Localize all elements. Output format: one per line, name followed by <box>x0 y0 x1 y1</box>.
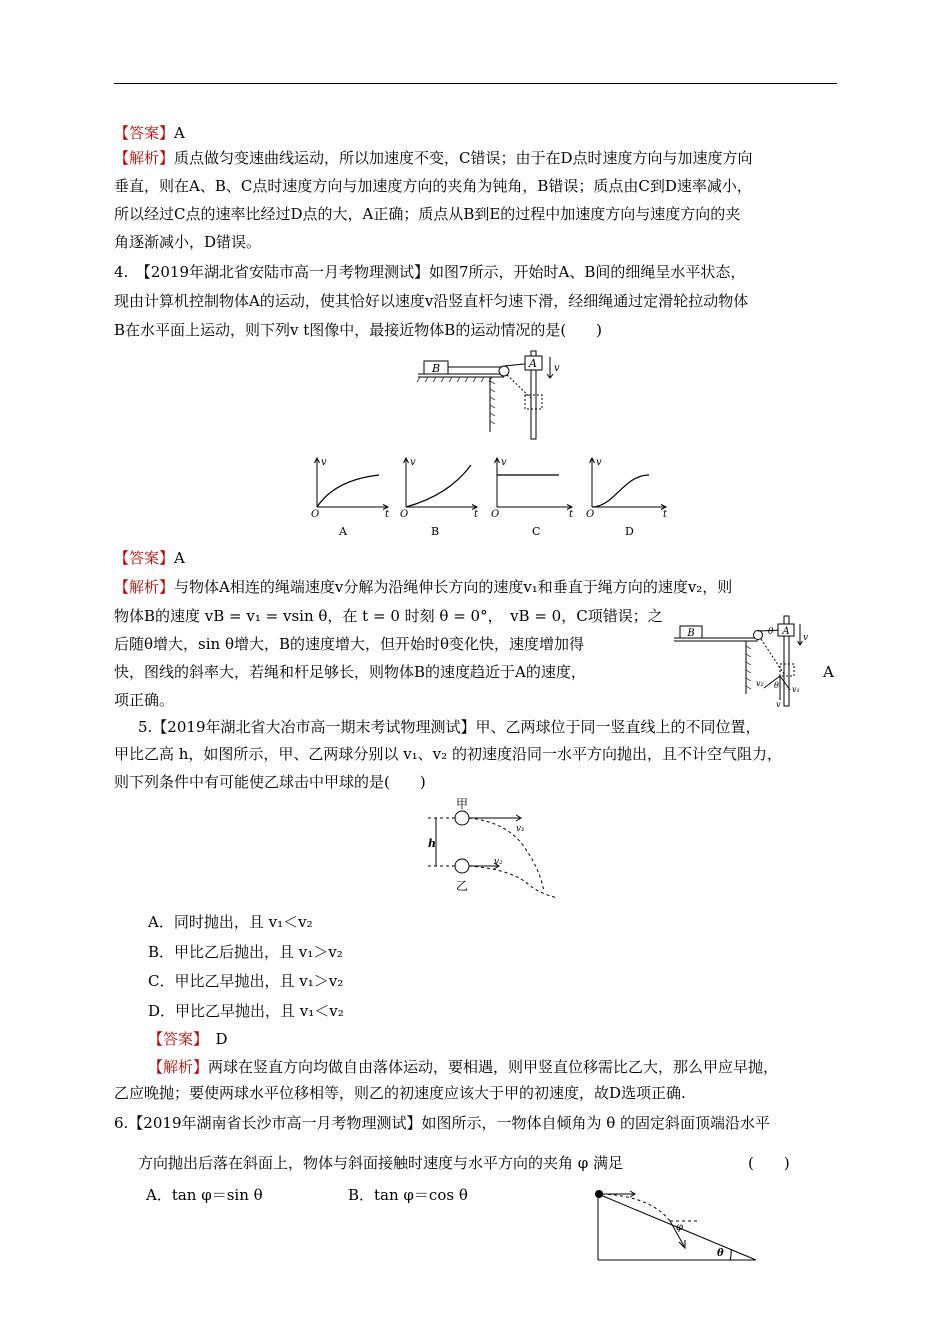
q4-analysis-line: 物体B的速度 vB = v₁ = vsin θ，在 t = 0 时刻 θ = 0°， vB = 0，C项错误；之 <box>114 607 663 625</box>
svg-text:O: O <box>586 509 595 520</box>
svg-text:v₁: v₁ <box>792 685 800 694</box>
svg-text:θ: θ <box>717 1248 724 1259</box>
graph-option-d <box>586 457 668 538</box>
svg-text:v: v <box>803 633 809 643</box>
q6-incline-figure <box>590 1186 760 1264</box>
block-b-label: B <box>431 362 441 375</box>
q3-analysis-line: 垂直，则在A、B、C点时速度方向与加速度方向的夹角为钝角，B错误；质点由C到D速率减小， <box>114 177 752 195</box>
svg-text:t: t <box>385 509 390 520</box>
svg-text:A: A <box>339 525 347 538</box>
svg-text:θ: θ <box>768 627 774 637</box>
svg-text:甲: 甲 <box>456 797 469 811</box>
svg-text:O: O <box>491 509 500 520</box>
svg-text:v: v <box>321 457 327 468</box>
q4-stem: B在水平面上运动，则下列v t图像中，最接近物体B的运动情况的是( ) <box>114 321 603 339</box>
q5-answer: 【答案】 D <box>148 1030 228 1048</box>
q5-analysis-line: 【解析】两球在竖直方向均做自由落体运动，要相遇，则甲竖直位移需比乙大，那么甲应早抛， <box>148 1058 779 1076</box>
svg-text:A: A <box>782 626 790 637</box>
q4-analysis-tail: A <box>823 663 834 681</box>
svg-text:t: t <box>474 509 479 520</box>
q6-stem: 方向抛出后落在斜面上，物体与斜面接触时速度与水平方向的夹角 φ 满足 <box>138 1154 624 1172</box>
svg-text:v: v <box>501 457 507 468</box>
svg-text:v₂: v₂ <box>756 679 764 688</box>
q5-analysis-line: 乙应晚抛；要使两球水平位移相等，则乙的初速度应该大于甲的初速度，故D选项正确. <box>114 1084 686 1102</box>
svg-text:t: t <box>663 509 668 520</box>
svg-text:B: B <box>431 525 440 538</box>
svg-text:D: D <box>625 525 634 538</box>
svg-text:v: v <box>596 457 602 468</box>
q4-analysis-line: 【解析】与物体A相连的绳端速度v分解为沿绳伸长方向的速度v₁和垂直于绳方向的速度v₂，则 <box>114 578 733 596</box>
q6-bracket: ( ) <box>748 1154 790 1172</box>
graph-option-b <box>400 457 479 538</box>
svg-text:乙: 乙 <box>456 879 469 893</box>
q6-stem: 6.【2019年湖南省长沙市高一月考物理测试】如图所示，一物体自倾角为 θ 的固定斜面顶端沿水平 <box>114 1114 771 1132</box>
q6-option-a: A．tan φ＝sin θ <box>146 1186 263 1204</box>
svg-text:O: O <box>311 509 320 520</box>
q5-option-c: C．甲比乙早抛出，且 v₁＞v₂ <box>148 972 344 990</box>
q3-analysis-line: 角逐渐减小，D错误。 <box>114 233 262 251</box>
svg-text:h: h <box>428 837 436 850</box>
svg-text:v: v <box>410 457 416 468</box>
q4-stem: 4. 【2019年湖北省安陆市高一月考物理测试】如图7所示，开始时A、B间的细绳呈水平状态， <box>114 263 746 281</box>
q4-vt-graphs <box>309 455 679 543</box>
header-rule <box>114 83 837 84</box>
svg-text:O: O <box>400 509 409 520</box>
graph-option-c <box>491 457 574 538</box>
v-label: v <box>554 363 560 374</box>
svg-text:v: v <box>776 700 781 709</box>
q4-analysis-line: 项正确。 <box>114 691 175 709</box>
svg-text:B: B <box>687 628 695 639</box>
svg-text:v₁: v₁ <box>516 824 525 834</box>
svg-text:C: C <box>532 525 541 538</box>
svg-text:θ: θ <box>774 681 779 690</box>
q4-decomposition-figure <box>672 614 822 708</box>
block-a-label: A <box>529 357 537 370</box>
q5-stem: 甲比乙高 h，如图所示，甲、乙两球分别以 v₁、v₂ 的初速度沿同一水平方向抛出，且不计空气阻力， <box>114 745 782 763</box>
svg-text:v₂: v₂ <box>494 857 503 867</box>
q4-analysis-line: 后随θ增大，sin θ增大，B的速度增大，但开始时θ变化快，速度增加得 <box>114 635 585 653</box>
q3-analysis-line: 【解析】质点做匀变速曲线运动，所以加速度不变，C错误；由于在D点时速度方向与加速度方向 <box>114 149 753 167</box>
q3-answer: 【答案】A <box>114 124 185 142</box>
q6-option-b: B．tan φ＝cos θ <box>348 1186 468 1204</box>
q5-projectile-figure <box>420 794 565 902</box>
q5-stem: 5.【2019年湖北省大冶市高一期末考试物理测试】甲、乙两球位于同一竖直线上的不同位置， <box>138 718 761 736</box>
q4-answer: 【答案】A <box>114 549 185 567</box>
graph-option-a <box>311 457 390 538</box>
q3-analysis-line: 所以经过C点的速率比经过D点的大，A正确；质点从B到E的过程中加速度方向与速度方向的夹 <box>114 205 741 223</box>
q4-pulley-figure <box>412 347 582 447</box>
svg-text:φ: φ <box>676 1222 684 1233</box>
q4-analysis-line: 快，图线的斜率大，若绳和杆足够长，则物体B的速度趋近于A的速度， <box>114 663 586 681</box>
q4-stem: 现由计算机控制物体A的运动，使其恰好以速度v沿竖直杆匀速下滑，经细绳通过定滑轮拉动物体 <box>114 292 749 310</box>
q5-option-d: D．甲比乙早抛出，且 v₁＜v₂ <box>148 1002 344 1020</box>
q5-stem: 则下列条件中有可能使乙球击中甲球的是( ) <box>114 773 426 791</box>
svg-text:t: t <box>569 509 574 520</box>
q5-option-b: B．甲比乙后抛出，且 v₁＞v₂ <box>148 943 343 961</box>
q5-option-a: A．同时抛出，且 v₁＜v₂ <box>148 913 313 931</box>
